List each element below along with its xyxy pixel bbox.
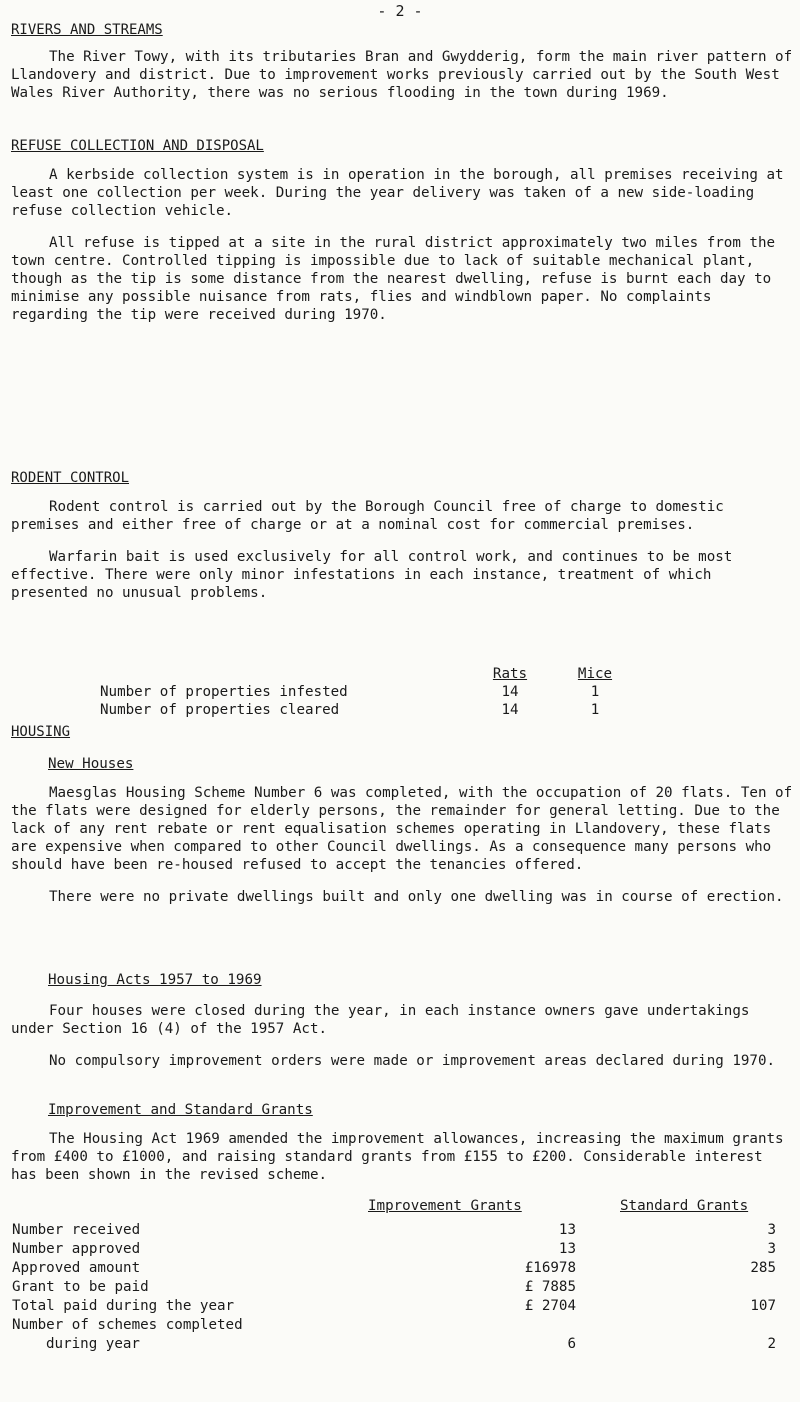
standard-value: 3 bbox=[767, 1241, 776, 1257]
improvement-value: 13 bbox=[558, 1241, 576, 1257]
rodent-paragraph-2: Warfarin bait is used exclusively for all control work, and continues to be most effective. There were only minor infestations in each instance, treatment of which presented no unusual problems. bbox=[11, 549, 733, 601]
page-number: - 2 - bbox=[377, 2, 423, 20]
grants-heading: Improvement and Standard Grants bbox=[48, 1102, 313, 1118]
housing-heading: HOUSING bbox=[11, 724, 71, 740]
row-label: Number of properties infested bbox=[100, 684, 348, 700]
grants-section bbox=[11, 1130, 793, 1184]
table-row bbox=[12, 1298, 776, 1317]
improvement-value: £16978 bbox=[524, 1260, 576, 1276]
refuse-section bbox=[11, 166, 793, 324]
table-row bbox=[12, 1260, 776, 1279]
mice-value: 1 bbox=[590, 702, 600, 718]
table-row bbox=[100, 702, 640, 720]
standard-value bbox=[576, 1317, 776, 1336]
row-label: Number of schemes completed bbox=[12, 1317, 243, 1333]
housing-acts-section bbox=[11, 1002, 793, 1070]
housing-acts-paragraph-2: No compulsory improvement orders were made or improvement areas declared during 1970. bbox=[49, 1053, 776, 1069]
housing-acts-heading: Housing Acts 1957 to 1969 bbox=[48, 972, 262, 988]
standard-value: 285 bbox=[750, 1260, 776, 1276]
improvement-value: £ 2704 bbox=[524, 1298, 576, 1314]
improvement-value: 6 bbox=[567, 1336, 576, 1352]
rivers-heading: RIVERS AND STREAMS bbox=[11, 22, 163, 38]
row-label: Grant to be paid bbox=[12, 1279, 149, 1295]
table-row bbox=[12, 1279, 776, 1298]
rodent-paragraph-1: Rodent control is carried out by the Borough Council free of charge to domestic premises and either free of charge or at a nominal cost for commercial premises. bbox=[11, 499, 724, 533]
table-row bbox=[12, 1336, 776, 1355]
rivers-paragraph: The River Towy, with its tributaries Bran and Gwydderig, form the main river pattern of Llandovery and district. Due to improvement works previously carried out by the South West Wales River Authority, there was no serious flooding in the town during 1969. bbox=[11, 49, 793, 101]
standard-value bbox=[576, 1279, 776, 1298]
new-houses-heading: New Houses bbox=[48, 756, 134, 772]
row-label: during year bbox=[46, 1336, 140, 1352]
table-row bbox=[12, 1222, 776, 1241]
rats-column-header: Rats bbox=[492, 666, 528, 682]
rats-value: 14 bbox=[501, 684, 519, 700]
mice-value: 1 bbox=[590, 684, 600, 700]
standard-value: 3 bbox=[767, 1222, 776, 1238]
grants-table bbox=[12, 1222, 776, 1355]
table-row bbox=[12, 1317, 776, 1336]
row-label: Number received bbox=[12, 1222, 141, 1238]
refuse-paragraph-2: All refuse is tipped at a site in the rural district approximately two miles from the town centre. Controlled tipping is impossible due to lack of suitable mechanical plant, though as the tip is some distance from the nearest dwelling, refuse is burnt each day to minimise any possible nuisance from rats, flies and windblown paper. No complaints regarding the tip were received during 1970. bbox=[11, 235, 776, 323]
row-label: Approved amount bbox=[12, 1260, 141, 1276]
row-label: Number of properties cleared bbox=[100, 702, 340, 718]
standard-value: 2 bbox=[767, 1336, 776, 1352]
improvement-grants-header: Improvement Grants bbox=[368, 1198, 522, 1214]
new-houses-paragraph-2: There were no private dwellings built and only one dwelling was in course of erection. bbox=[49, 889, 784, 905]
rodent-section bbox=[11, 498, 793, 602]
refuse-paragraph-1: A kerbside collection system is in operation in the borough, all premises receiving at least one collection per week. During the year delivery was taken of a new side-loading refuse collection vehicle. bbox=[11, 167, 784, 219]
new-houses-paragraph-1: Maesglas Housing Scheme Number 6 was completed, with the occupation of 20 flats. Ten of the flats were designed for elderly persons, the remainder for general letting. Due to the lack of any rent rebate or rent equalisation schemes operating in Llandovery, these flats are expensive when compared to other Council dwellings. As a consequence many persons who should have been re-housed refused to accept the tenancies offered. bbox=[11, 785, 793, 873]
row-label: Total paid during the year bbox=[12, 1298, 235, 1314]
improvement-value: £ 7885 bbox=[524, 1279, 576, 1295]
rodent-table bbox=[100, 664, 640, 720]
rats-value: 14 bbox=[501, 702, 519, 718]
standard-grants-header: Standard Grants bbox=[620, 1198, 749, 1214]
grants-paragraph: The Housing Act 1969 amended the improvement allowances, increasing the maximum grants from £400 to £1000, and raising standard grants from £155 to £200. Considerable interest has been shown in the revised scheme. bbox=[11, 1131, 784, 1183]
improvement-value: 13 bbox=[558, 1222, 576, 1238]
row-label: Number approved bbox=[12, 1241, 141, 1257]
rodent-heading: RODENT CONTROL bbox=[11, 470, 130, 486]
mice-column-header: Mice bbox=[577, 666, 613, 682]
table-row bbox=[12, 1241, 776, 1260]
housing-acts-paragraph-1: Four houses were closed during the year, in each instance owners gave undertakings under Section 16 (4) of the 1957 Act. bbox=[11, 1003, 750, 1037]
refuse-heading: REFUSE COLLECTION AND DISPOSAL bbox=[11, 138, 264, 154]
rivers-section bbox=[11, 48, 793, 102]
table-row bbox=[100, 684, 640, 702]
improvement-value bbox=[376, 1317, 576, 1336]
standard-value: 107 bbox=[750, 1298, 776, 1314]
new-houses-section bbox=[11, 784, 793, 906]
